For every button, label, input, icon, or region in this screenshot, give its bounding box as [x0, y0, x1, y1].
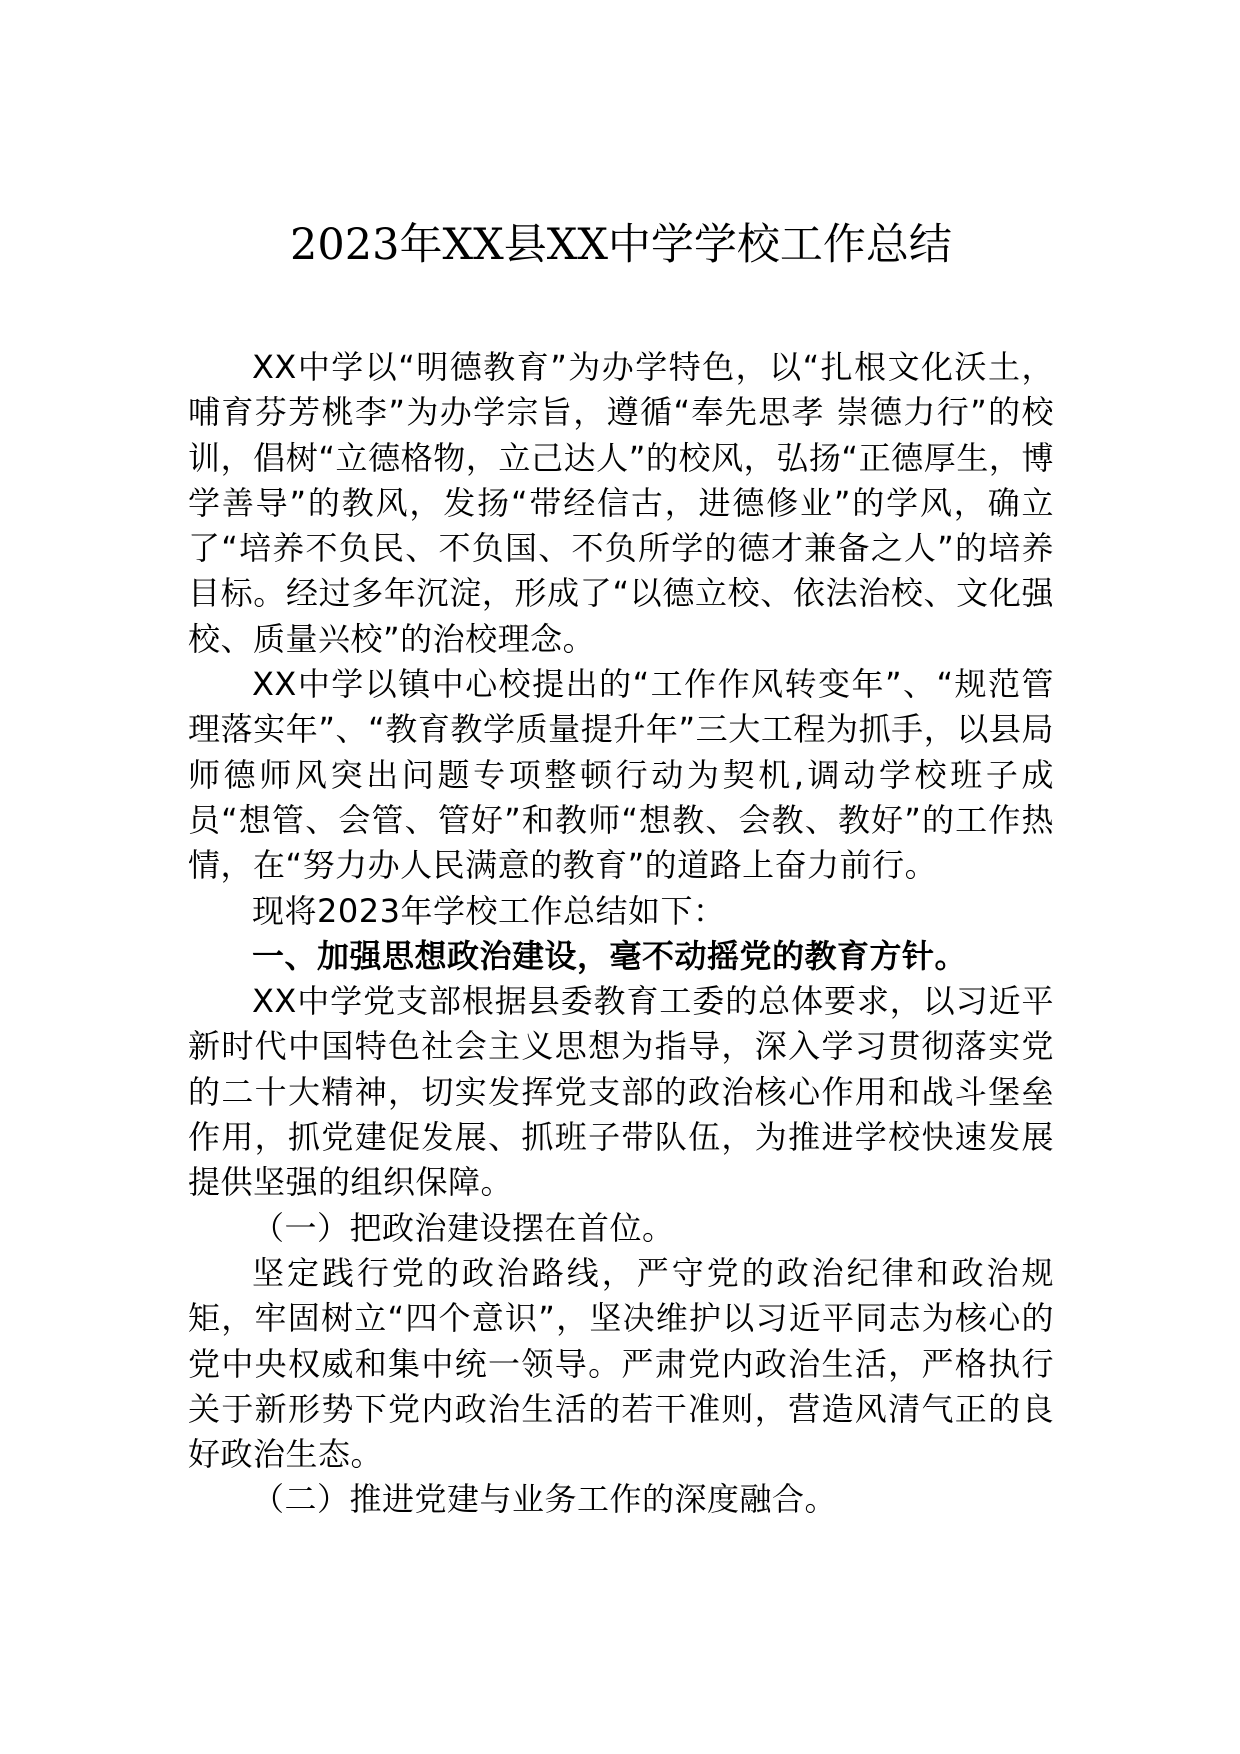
subsection-heading-2: （二）推进党建与业务工作的深度融合。 — [252, 1480, 838, 1519]
summary-lead-paragraph: 现将2023年学校工作总结如下： — [252, 891, 726, 930]
document-body — [188, 345, 1054, 1523]
political-discipline-paragraph: 坚定践行党的政治路线，严守党的政治纪律和政治规矩，牢固树立“四个意识”，坚决维护以习近平同志为核心的党中央权威和集中统一领导。严肃党内政治生活，严格执行关于新形势下党内政治生活的若干准则，营造风清气正的良好政治生态。 — [188, 1253, 1054, 1474]
party-branch-paragraph: XX中学党支部根据县委教育工委的总体要求，以习近平新时代中国特色社会主义思想为指导，深入学习贯彻落实党的二十大精神，切实发挥党支部的政治核心作用和战斗堡垒作用，抓党建促发展、抓班子带队伍，为推进学校快速发展提供坚强的组织保障。 — [188, 982, 1054, 1202]
section-heading-1: 一、加强思想政治建设，毫不动摇党的教育方针。 — [252, 936, 968, 975]
work-approach-paragraph: XX中学以镇中心校提出的“工作作风转变年”、“规范管理落实年”、“教育教学质量提升年”三大工程为抓手，以县局师德师风突出问题专项整顿行动为契机,调动学校班子成员“想管、会管、管好”和教师“想教、会教、教好”的工作热情，在“努力办人民满意的教育”的道路上奋力前行。 — [188, 665, 1054, 885]
intro-paragraph: XX中学以“明德教育”为办学特色，以“扎根文化沃土，哺育芬芳桃李”为办学宗旨，遵循“奉先思孝 崇德力行”的校训，倡树“立德格物，立己达人”的校风，弘扬“正德厚生，博学善导”的教风，发扬“带经信古，进德修业”的学风，确立了“培养不负民、不负国、不负所学的德才兼备之人”的培养目标。经过多年沉淀，形成了“以德立校、依法治校、文化强校、质量兴校”的治校理念。 — [188, 348, 1054, 658]
document-page — [188, 215, 1054, 1523]
subsection-heading-1: （一）把政治建设摆在首位。 — [252, 1208, 675, 1247]
document-title: 2023年XX县XX中学学校工作总结 — [290, 220, 952, 270]
